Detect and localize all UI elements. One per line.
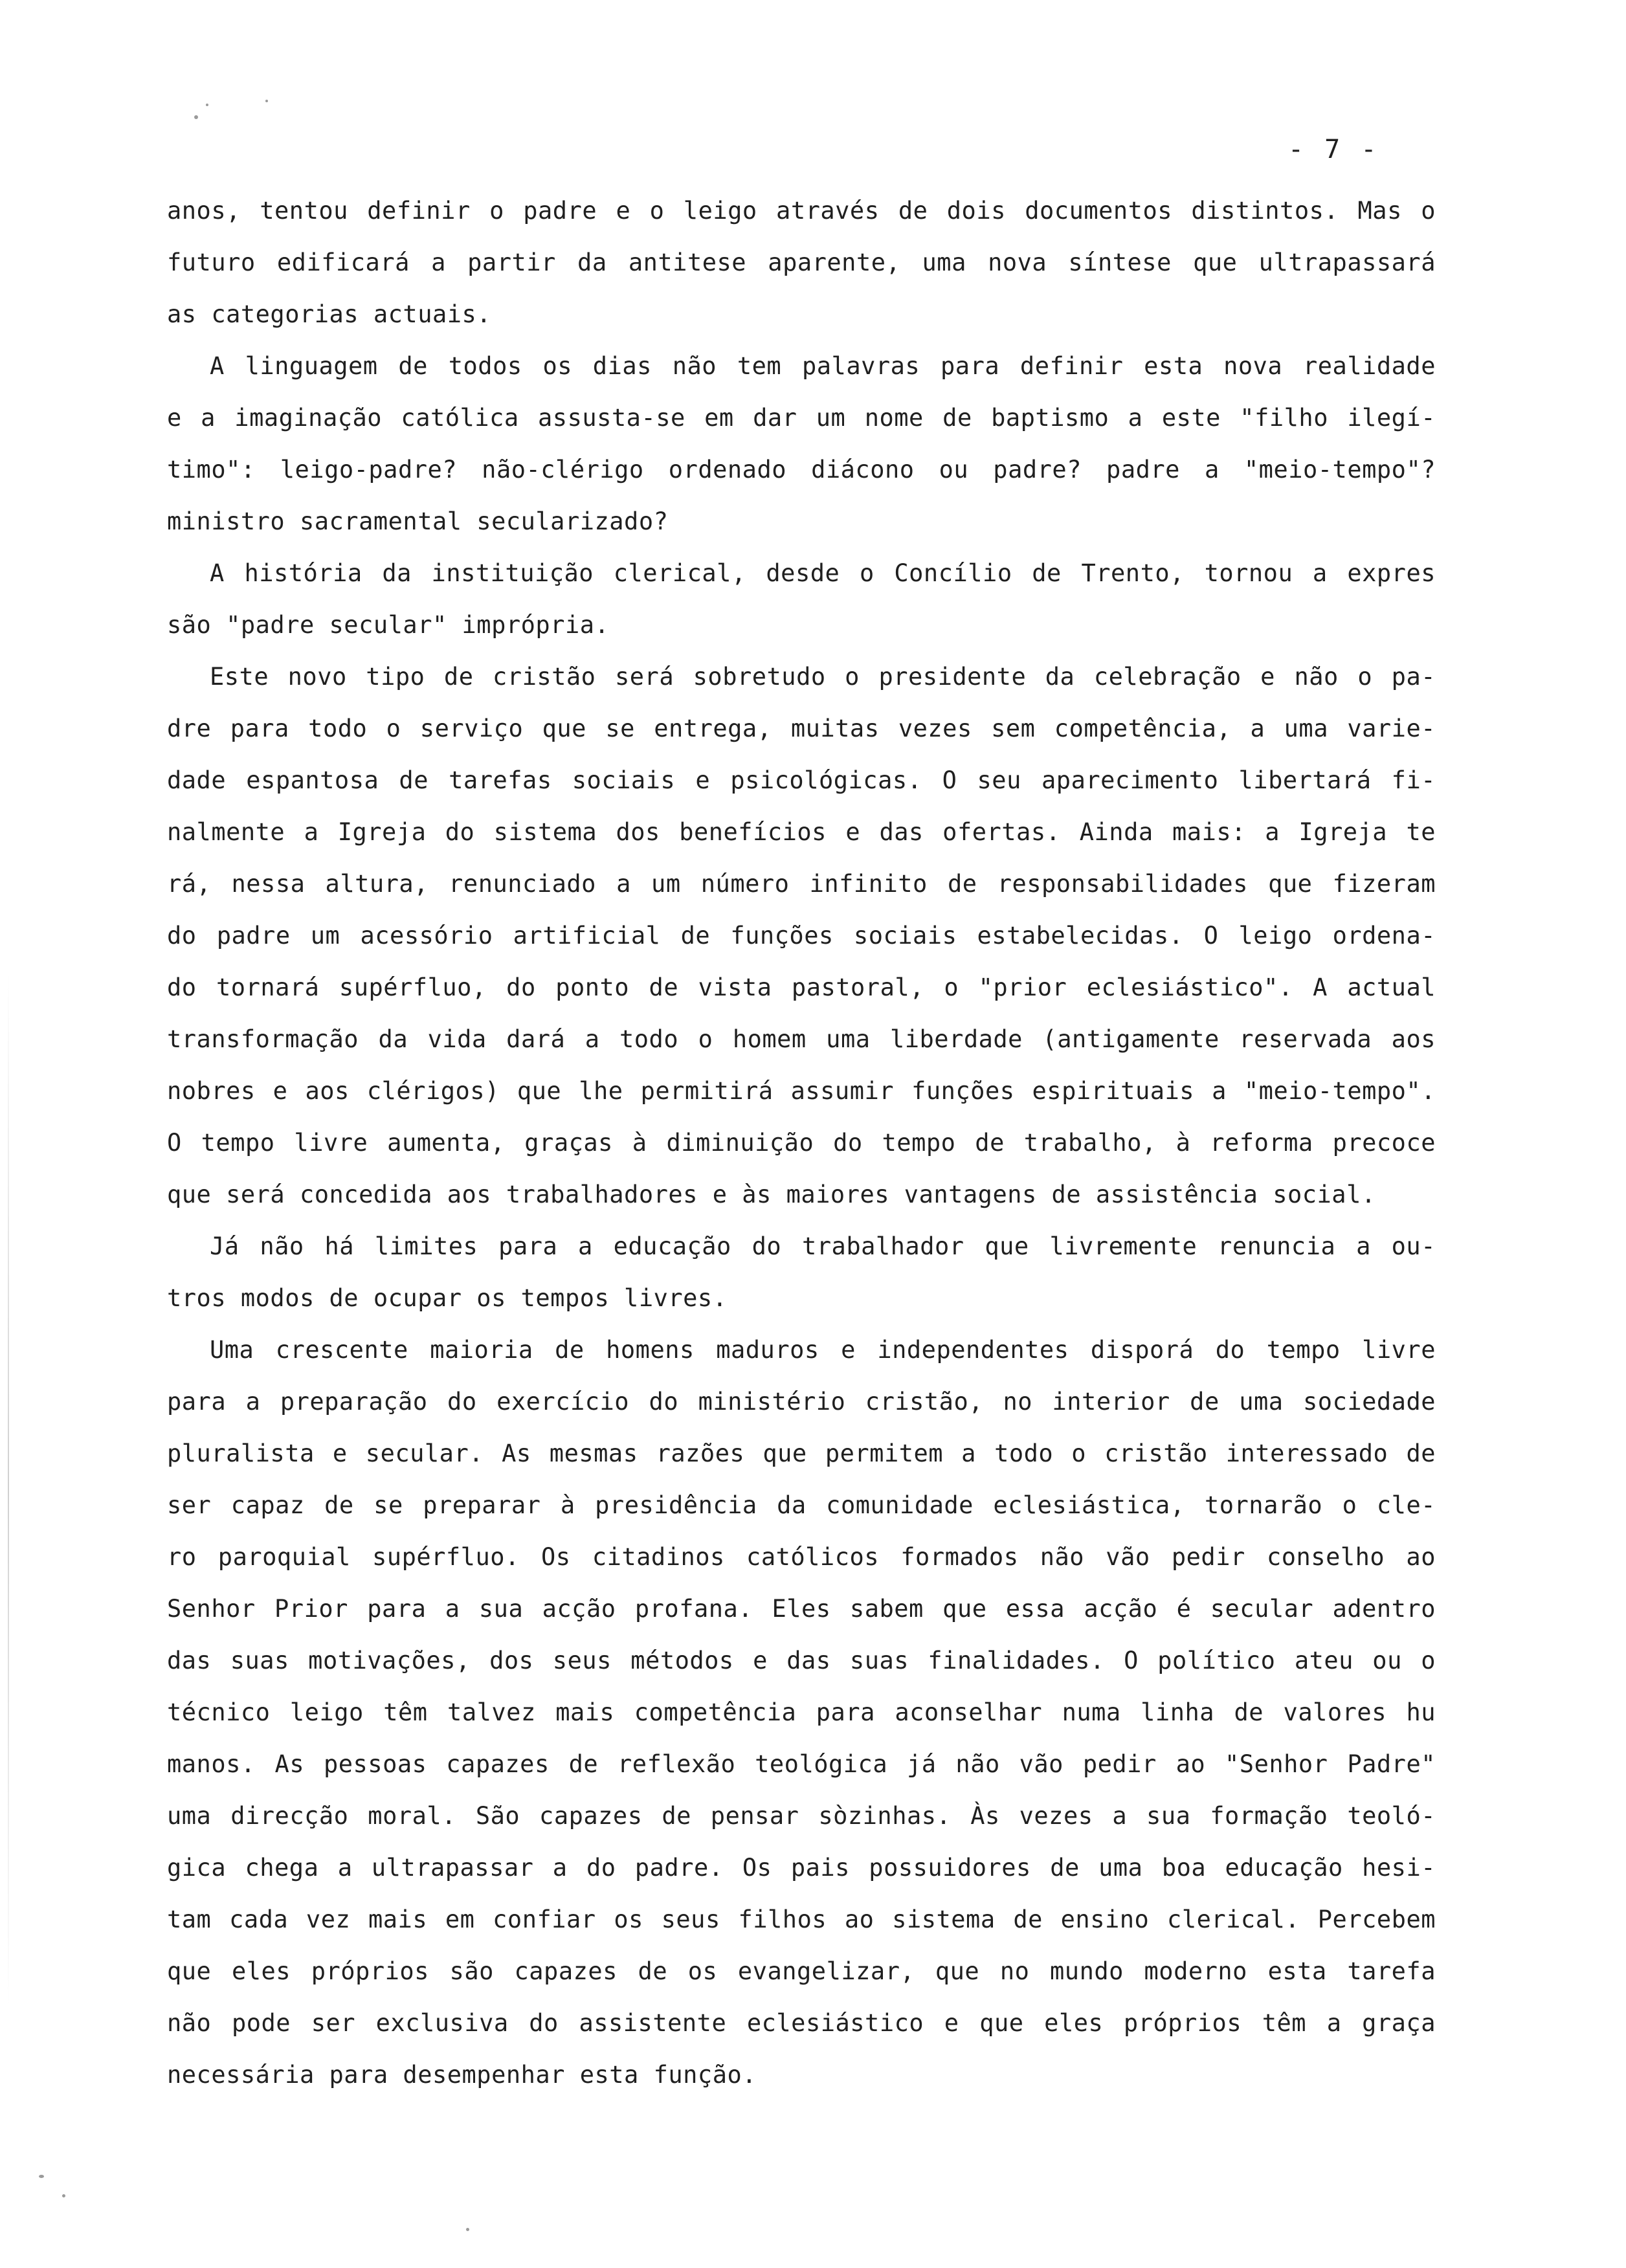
text-line: dade espantosa de tarefas sociais e psicológicas. O seu aparecimento libertará fi- xyxy=(167,766,1436,794)
text-line: tros modos de ocupar os tempos livres. xyxy=(167,1284,728,1312)
text-line: Senhor Prior para a sua acção profana. Eles sabem que essa acção é secular adentro xyxy=(167,1595,1436,1623)
body-text xyxy=(167,185,1436,2101)
text-line: pluralista e secular. As mesmas razões que permitem a todo o cristão interessado de xyxy=(167,1440,1436,1467)
text-line: futuro edificará a partir da antitese aparente, uma nova síntese que ultrapassará xyxy=(167,249,1436,276)
text-line: uma direcção moral. São capazes de pensar sòzinhas. Às vezes a sua formação teoló- xyxy=(167,1802,1436,1830)
scan-edge-shadow xyxy=(8,971,9,2007)
text-line: das suas motivações, dos seus métodos e das suas finalidades. O político ateu ou o xyxy=(167,1647,1436,1674)
text-line: dre para todo o serviço que se entrega, muitas vezes sem competência, a uma varie- xyxy=(167,715,1436,742)
text-line: as categorias actuais. xyxy=(167,300,492,328)
text-line: timo": leigo-padre? não-clérigo ordenado diácono ou padre? padre a "meio-tempo"? xyxy=(167,456,1436,484)
text-line: que eles próprios são capazes de os evangelizar, que no mundo moderno esta tarefa xyxy=(167,1957,1436,1985)
text-line: para a preparação do exercício do ministério cristão, no interior de uma sociedade xyxy=(167,1388,1436,1416)
paragraph xyxy=(167,1324,1436,2101)
text-line: transformação da vida dará a todo o homem uma liberdade (antigamente reservada aos xyxy=(167,1025,1436,1053)
scan-speck xyxy=(206,104,208,106)
scan-speck xyxy=(265,100,268,102)
paragraph xyxy=(167,651,1436,1221)
text-line: Este novo tipo de cristão será sobretudo o presidente da celebração e não o pa- xyxy=(210,663,1436,691)
text-line: não pode ser exclusiva do assistente eclesiástico e que eles próprios têm a graça xyxy=(167,2009,1436,2037)
text-line: ministro sacramental secularizado? xyxy=(167,507,669,535)
paragraph xyxy=(167,185,1436,340)
paragraph xyxy=(167,340,1436,548)
paragraph xyxy=(167,548,1436,651)
text-line: O tempo livre aumenta, graças à diminuição do tempo de trabalho, à reforma precoce xyxy=(167,1129,1436,1157)
text-line: rá, nessa altura, renunciado a um número infinito de responsabilidades que fizeram xyxy=(167,870,1436,898)
text-line: e a imaginação católica assusta-se em dar um nome de baptismo a este "filho ilegí- xyxy=(167,404,1436,432)
text-line: manos. As pessoas capazes de reflexão teológica já não vão pedir ao "Senhor Padre" xyxy=(167,1750,1436,1778)
text-line: ser capaz de se preparar à presidência da comunidade eclesiástica, tornarão o cle- xyxy=(167,1491,1436,1519)
text-line: necessária para desempenhar esta função. xyxy=(167,2061,757,2089)
text-line: A linguagem de todos os dias não tem palavras para definir esta nova realidade xyxy=(210,352,1436,380)
text-line: tam cada vez mais em confiar os seus filhos ao sistema de ensino clerical. Percebem xyxy=(167,1906,1436,1933)
scan-speck xyxy=(194,115,198,119)
scan-speck xyxy=(466,2228,469,2231)
text-line: Uma crescente maioria de homens maduros e independentes disporá do tempo livre xyxy=(210,1336,1436,1364)
scan-speck xyxy=(62,2194,65,2197)
page-number: - 7 - xyxy=(1288,135,1379,164)
text-line: técnico leigo têm talvez mais competência para aconselhar numa linha de valores hu xyxy=(167,1698,1436,1726)
scan-speck xyxy=(39,2175,44,2178)
text-line: que será concedida aos trabalhadores e às maiores vantagens de assistência social. xyxy=(167,1181,1376,1208)
text-line: nalmente a Igreja do sistema dos benefícios e das ofertas. Ainda mais: a Igreja te xyxy=(167,818,1436,846)
text-line: são "padre secular" imprópria. xyxy=(167,611,610,639)
text-line: A história da instituição clerical, desde o Concílio de Trento, tornou a expres xyxy=(210,559,1436,587)
text-line: anos, tentou definir o padre e o leigo através de dois documentos distintos. Mas o xyxy=(167,197,1436,225)
text-line: do padre um acessório artificial de funções sociais estabelecidas. O leigo ordena- xyxy=(167,922,1436,950)
text-line: ro paroquial supérfluo. Os citadinos católicos formados não vão pedir conselho ao xyxy=(167,1543,1436,1571)
text-line: nobres e aos clérigos) que lhe permitirá assumir funções espirituais a "meio-tempo". xyxy=(167,1077,1436,1105)
text-line: Já não há limites para a educação do trabalhador que livremente renuncia a ou- xyxy=(210,1232,1436,1260)
text-line: do tornará supérfluo, do ponto de vista pastoral, o "prior eclesiástico". A actual xyxy=(167,973,1436,1001)
paragraph xyxy=(167,1221,1436,1324)
text-line: gica chega a ultrapassar a do padre. Os pais possuidores de uma boa educação hesi- xyxy=(167,1854,1436,1882)
